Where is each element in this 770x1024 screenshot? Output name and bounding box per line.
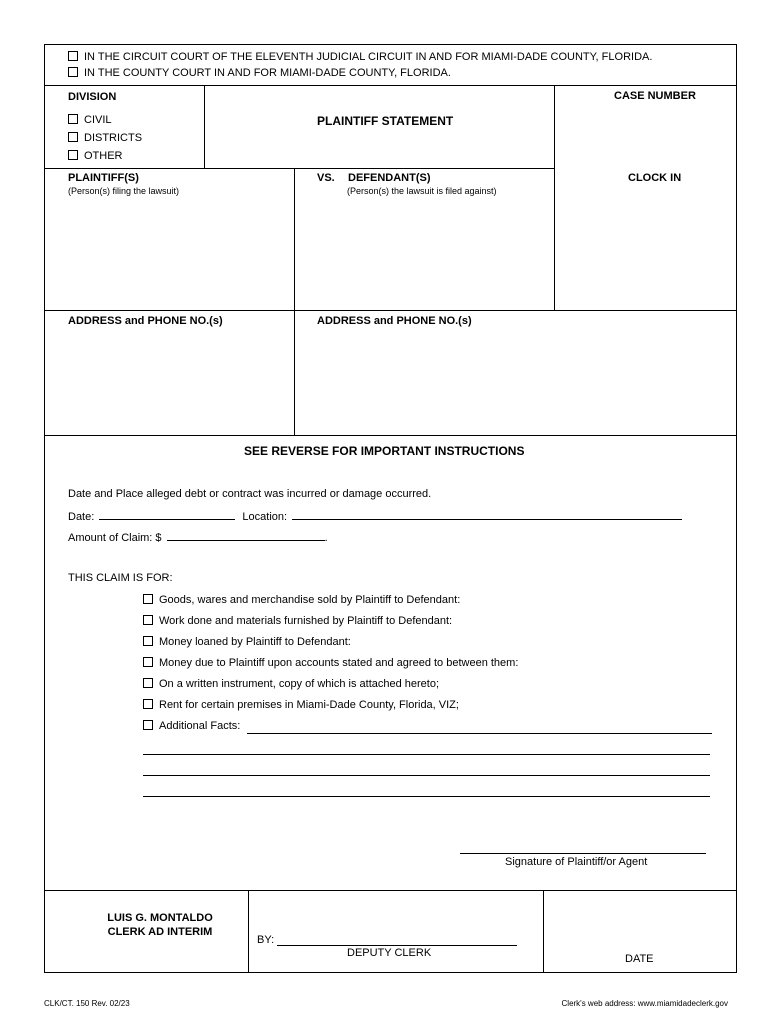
form-title: PLAINTIFF STATEMENT xyxy=(317,114,454,128)
rule-after-court xyxy=(44,85,737,86)
claim-for-label: THIS CLAIM IS FOR: xyxy=(68,572,173,584)
court-option-circuit[interactable] xyxy=(68,51,652,64)
checkbox-icon[interactable] xyxy=(143,699,153,709)
claim-option-label: Money loaned by Plaintiff to Defendant: xyxy=(159,636,351,648)
clerk-title: CLERK AD INTERIM xyxy=(107,926,213,938)
footer-date-label: DATE xyxy=(625,953,654,965)
rule-after-division xyxy=(44,168,555,169)
additional-facts-line-3[interactable] xyxy=(143,775,710,776)
defendant-label: DEFENDANT(S) xyxy=(348,172,431,184)
date-field[interactable] xyxy=(99,509,235,520)
claim-option-label: Money due to Plaintiff upon accounts stated and agreed to between them: xyxy=(159,657,519,669)
court-option-label: IN THE COUNTY COURT IN AND FOR MIAMI-DADE COUNTY, FLORIDA. xyxy=(84,67,451,79)
signature-label: Signature of Plaintiff/or Agent xyxy=(505,856,648,868)
checkbox-icon[interactable] xyxy=(68,132,78,142)
signature-line[interactable] xyxy=(460,853,706,854)
frame-right xyxy=(736,44,737,972)
case-number-label: CASE NUMBER xyxy=(614,90,696,102)
rule-case-number-left xyxy=(554,85,555,310)
form-code: CLK/CT. 150 Rev. 02/23 xyxy=(44,999,130,1008)
amount-label: Amount of Claim: $ xyxy=(68,532,162,544)
division-option-other[interactable] xyxy=(68,150,123,163)
court-option-county[interactable] xyxy=(68,67,451,80)
court-option-label: IN THE CIRCUIT COURT OF THE ELEVENTH JUDICIAL CIRCUIT IN AND FOR MIAMI-DADE COUNTY, FLORIDA. xyxy=(84,51,653,63)
defendant-address-label: ADDRESS and PHONE NO.(s) xyxy=(317,315,472,327)
claim-option-loan[interactable] xyxy=(143,636,351,649)
checkbox-icon[interactable] xyxy=(68,67,78,77)
additional-facts-line-4[interactable] xyxy=(143,796,710,797)
date-label: Date: xyxy=(68,511,95,523)
claim-option-accounts[interactable] xyxy=(143,657,518,670)
checkbox-icon[interactable] xyxy=(143,720,153,730)
deputy-signature-line[interactable] xyxy=(277,945,517,946)
claim-option-label: On a written instrument, copy of which is attached hereto; xyxy=(159,678,440,690)
claim-option-goods[interactable] xyxy=(143,594,460,607)
checkbox-icon[interactable] xyxy=(143,678,153,688)
defendant-subtitle: (Person(s) the lawsuit is filed against) xyxy=(347,186,497,196)
additional-facts-line-1[interactable] xyxy=(247,733,712,734)
rule-after-parties xyxy=(44,310,737,311)
instructions-heading: SEE REVERSE FOR IMPORTANT INSTRUCTIONS xyxy=(244,444,525,458)
claim-intro: Date and Place alleged debt or contract was incurred or damage occurred. xyxy=(68,488,432,500)
rule-before-footer-box xyxy=(44,890,737,891)
location-label: Location: xyxy=(242,511,288,523)
vs-label: VS. xyxy=(317,172,335,184)
amount-row: Amount of Claim: $ . xyxy=(68,532,328,544)
claim-option-instrument[interactable] xyxy=(143,678,439,691)
division-label: DIVISION xyxy=(68,91,117,103)
claim-option-label: Rent for certain premises in Miami-Dade County, Florida, VIZ; xyxy=(159,699,459,711)
division-option-label: DISTRICTS xyxy=(84,132,143,144)
date-location-row xyxy=(68,509,682,524)
by-label: BY: xyxy=(257,934,275,946)
claim-option-rent[interactable] xyxy=(143,699,459,712)
frame-bottom xyxy=(44,972,737,973)
claim-option-additional[interactable] xyxy=(143,720,240,733)
claim-option-label: Goods, wares and merchandise sold by Plaintiff to Defendant: xyxy=(159,594,461,606)
checkbox-icon[interactable] xyxy=(68,150,78,160)
division-option-label: CIVIL xyxy=(84,114,112,126)
checkbox-icon[interactable] xyxy=(68,114,78,124)
checkbox-icon[interactable] xyxy=(68,51,78,61)
checkbox-icon[interactable] xyxy=(143,615,153,625)
claim-option-label: Additional Facts: xyxy=(159,720,241,732)
clock-in-label: CLOCK IN xyxy=(628,172,682,184)
plaintiff-subtitle: (Person(s) filing the lawsuit) xyxy=(68,186,180,196)
division-option-label: OTHER xyxy=(84,150,123,162)
division-option-civil[interactable] xyxy=(68,114,112,127)
clerk-website[interactable]: Clerk's web address: www.miamidadeclerk.gov xyxy=(561,999,728,1008)
claim-option-label: Work done and materials furnished by Plaintiff to Defendant: xyxy=(159,615,453,627)
plaintiff-address-label: ADDRESS and PHONE NO.(s) xyxy=(68,315,223,327)
frame-top xyxy=(44,44,737,45)
clerk-name: LUIS G. MONTALDO xyxy=(107,912,213,924)
rule-footer-right xyxy=(543,890,544,972)
checkbox-icon[interactable] xyxy=(143,636,153,646)
checkbox-icon[interactable] xyxy=(143,594,153,604)
location-field[interactable] xyxy=(292,509,682,520)
checkbox-icon[interactable] xyxy=(143,657,153,667)
division-option-districts[interactable] xyxy=(68,132,142,145)
rule-after-address xyxy=(44,435,737,436)
rule-division-right xyxy=(204,85,205,168)
additional-facts-line-2[interactable] xyxy=(143,754,710,755)
frame-left xyxy=(44,44,45,972)
plaintiff-label: PLAINTIFF(S) xyxy=(68,172,139,184)
rule-parties-divider xyxy=(294,168,295,435)
deputy-clerk-label: DEPUTY CLERK xyxy=(347,947,432,959)
amount-field[interactable] xyxy=(167,530,325,541)
claim-option-work[interactable] xyxy=(143,615,452,628)
